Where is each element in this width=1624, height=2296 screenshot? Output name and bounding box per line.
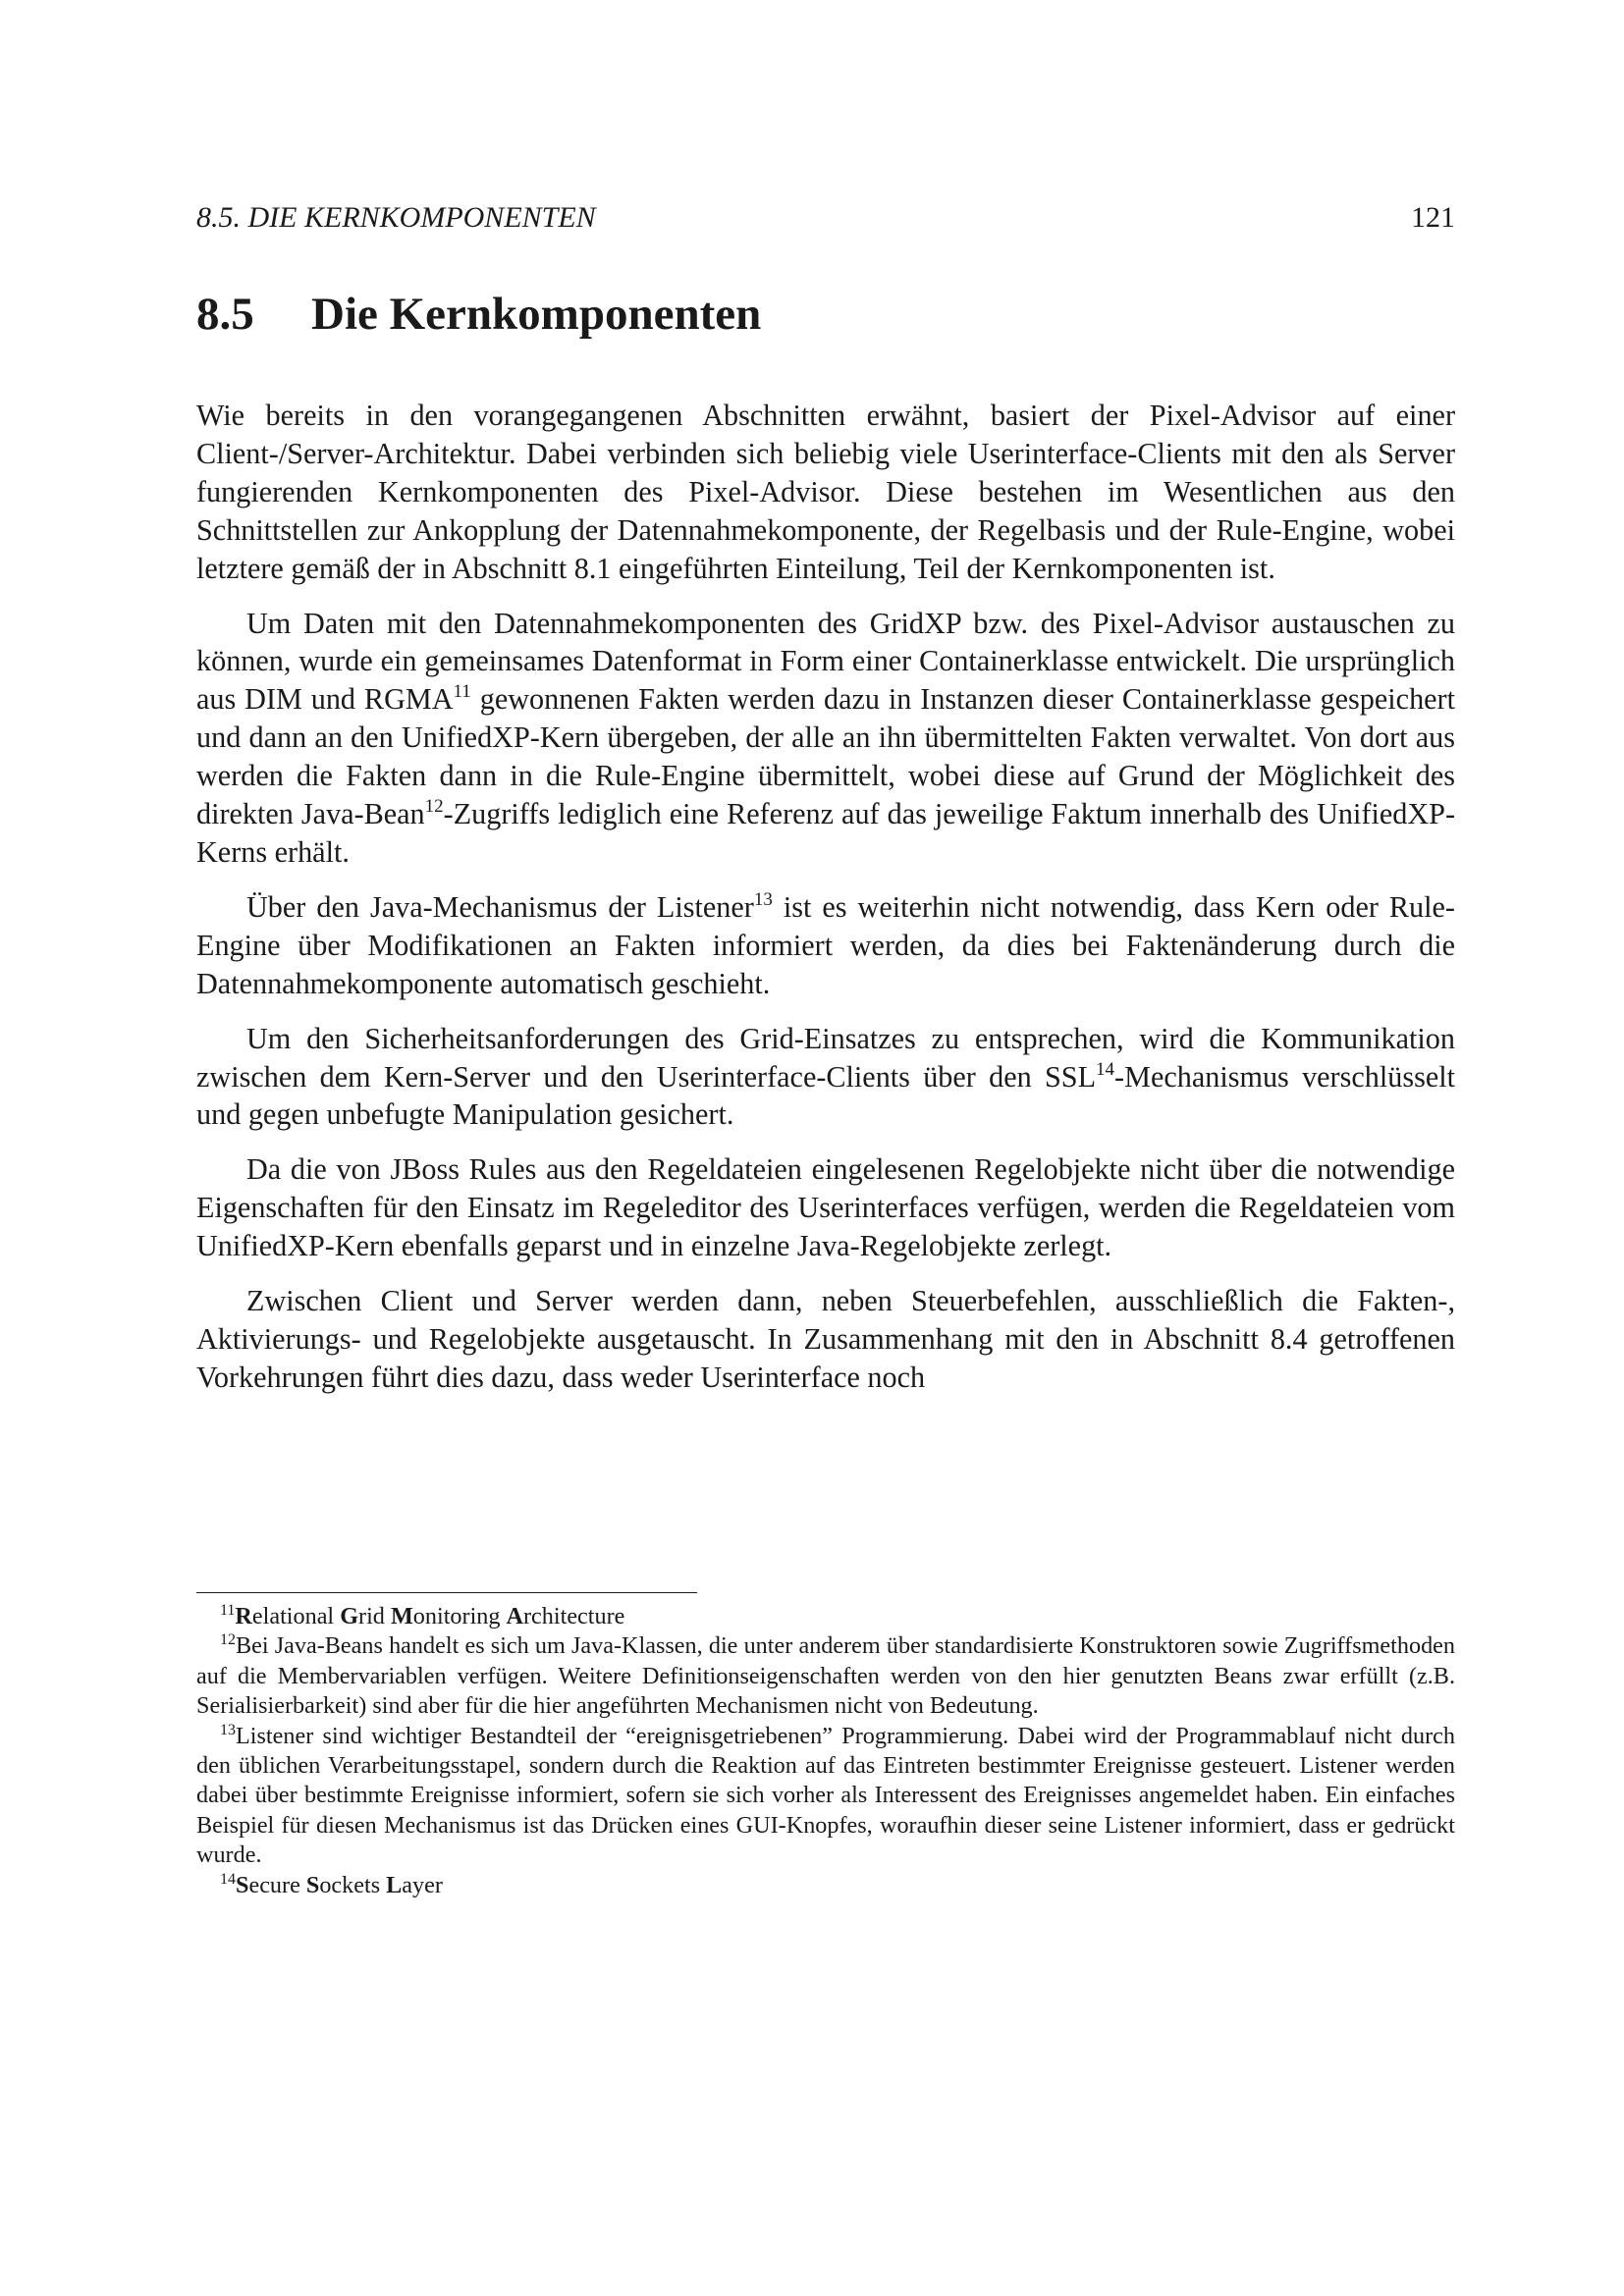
paragraph-1: Wie bereits in den vorangegangenen Abschnitten erwähnt, basiert der Pixel-Advisor auf einer Client-/Server-Architektur. Dabei verbinden sich beliebig viele Userinterface-Clients mit den als Server fungierenden Kernkomponenten des Pixel-Advisor. Diese bestehen im Wesentlichen aus den Schnittstellen zur Ankopplung der Datennahmekomponente, der Regelbasis und der Rule-Engine, wobei letztere gemäß der in Abschnitt 8.1 eingeführten Einteilung, Teil der Kernkomponenten ist. bbox=[196, 399, 1455, 585]
paragraph-2-text-a: Um Daten mit den Datennahmekomponenten des GridXP bzw. des Pixel-Advisor austauschen zu können, wurde ein gemeinsames Datenformat in Form einer Containerklasse entwickelt. Die ursprünglich aus DIM und RGMA bbox=[196, 606, 1455, 717]
section-heading bbox=[196, 287, 761, 342]
footnote-mark: 12 bbox=[220, 1631, 236, 1649]
footnotes bbox=[196, 1602, 1455, 1900]
footnote-13 bbox=[196, 1722, 1455, 1871]
body-text bbox=[196, 397, 1455, 1414]
paragraph-5: Da die von JBoss Rules aus den Regeldateien eingelesenen Regelobjekte nicht über die notwendige Eigenschaften für den Einsatz im Regeleditor des Userinterfaces verfügen, werden die Regeldateien vom UnifiedXP-Kern ebenfalls geparst und in einzelne Java-Regelobjekte zerlegt. bbox=[196, 1152, 1455, 1263]
paragraph-3 bbox=[196, 888, 1455, 1003]
footnote-12 bbox=[196, 1631, 1455, 1721]
paragraph-2-text-c: -Zugriffs lediglich eine Referenz auf das jeweilige Faktum innerhalb des UnifiedXP-Kerns erhält. bbox=[196, 797, 1455, 869]
paragraph-6: Zwischen Client und Server werden dann, neben Steuerbefehlen, ausschließlich die Fakten-, Aktivierungs- und Regelobjekte ausgetauscht. In Zusammenhang mit den in Abschnitt 8.4 getroffenen Vorkehrungen führt dies dazu, dass weder Userinterface noch bbox=[196, 1284, 1455, 1394]
footnote-ref-14[interactable]: 14 bbox=[1096, 1058, 1115, 1080]
footnote-mark: 14 bbox=[220, 1870, 236, 1888]
footnote-11-acronym: Relational Grid Monitoring Architecture bbox=[235, 1603, 625, 1629]
paragraph-4 bbox=[196, 1020, 1455, 1135]
footnote-12-text: Bei Java-Beans handelt es sich um Java-Klassen, die unter anderem über standardisierte Konstruktoren sowie Zugriffsmethoden auf die Membervariablen verfügen. Weitere Definitionseigenschaften werden von den hier genutzten Beans zwar erfüllt (z.B. Serialisierbarkeit) sind aber für die hier angeführten Mechanismen nicht von Bedeutung. bbox=[196, 1632, 1455, 1720]
running-title: 8.5. DIE KERNKOMPONENTEN bbox=[196, 201, 596, 234]
footnote-ref-12[interactable]: 12 bbox=[424, 796, 444, 818]
footnote-ref-13[interactable]: 13 bbox=[753, 888, 773, 910]
section-title: Die Kernkomponenten bbox=[311, 289, 762, 340]
page-number: 121 bbox=[1411, 201, 1455, 234]
section-number: 8.5 bbox=[196, 289, 254, 340]
footnote-ref-11[interactable]: 11 bbox=[453, 681, 471, 703]
footnote-13-text: Listener sind wichtiger Bestandteil der “ereignisgetriebenen” Programmierung. Dabei wird der Programmablauf nicht durch den üblichen Verarbeitungsstapel, sondern durch die Reaktion auf das Eintreten bestimmter Ereignisse gesteuert. Listener werden dabei über bestimmte Ereignisse informiert, sofern sie sich vorher als Interessent des Ereignisses angemeldet haben. Ein einfaches Beispiel für diesen Mechanismus ist das Drücken eines GUI-Knopfes, woraufhin dieser seine Listener informiert, dass er gedrückt wurde. bbox=[196, 1722, 1455, 1869]
footnote-divider bbox=[196, 1592, 697, 1593]
paragraph-3-text-b: ist es weiterhin nicht notwendig, dass Kern oder Rule-Engine über Modifikationen an Fakten informiert werden, da dies bei Faktenänderung durch die Datennahmekomponente automatisch geschieht. bbox=[196, 889, 1455, 1000]
paragraph-4-text-a: Um den Sicherheitsanforderungen des Grid-Einsatzes zu entsprechen, wird die Kommunikation zwischen dem Kern-Server und den Userinterface-Clients über den SSL bbox=[196, 1021, 1455, 1094]
footnote-14 bbox=[196, 1871, 1455, 1900]
footnote-14-acronym: Secure Sockets Layer bbox=[236, 1871, 443, 1898]
paragraph-4-text-b: -Mechanismus verschlüsselt und gegen unbefugte Manipulation gesichert. bbox=[196, 1059, 1456, 1132]
footnote-mark: 13 bbox=[220, 1721, 236, 1738]
footnote-mark: 11 bbox=[220, 1602, 236, 1619]
paragraph-2 bbox=[196, 605, 1455, 872]
footnote-11 bbox=[196, 1602, 1455, 1631]
paragraph-3-text-a: Über den Java-Mechanismus der Listener bbox=[246, 889, 754, 924]
paragraph-2-text-b: gewonnenen Fakten werden dazu in Instanzen dieser Containerklasse gespeichert und dann an den UnifiedXP-Kern übergeben, der alle an ihn übermittelten Fakten verwaltet. Von dort aus werden die Fakten dann in die Rule-Engine übermittelt, wobei diese auf Grund der Möglichkeit des direkten Java-Bean bbox=[196, 682, 1455, 831]
